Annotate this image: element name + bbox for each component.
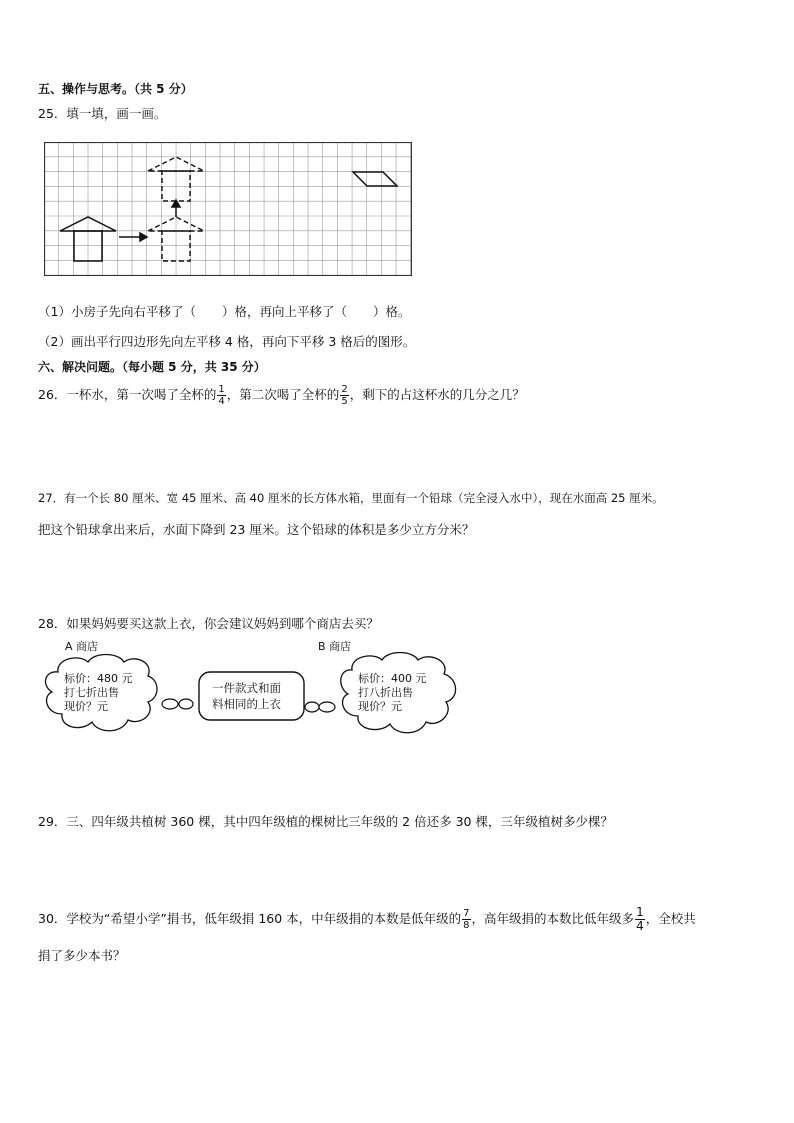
arrow-up-icon [172,200,180,217]
cloud-a-line: 标价：480 元 [64,672,133,685]
q26-text-a: 26．一杯水，第一次喝了全杯的 [38,387,217,402]
arrow-right-icon [119,233,147,241]
q26-text-b: ，第二次喝了全杯的 [226,387,340,402]
question-26 [38,384,525,407]
cloud-b-bubble-2 [319,702,335,712]
fraction-1-4 [635,906,645,933]
fraction-numerator: 1 [636,905,644,919]
question-25-title: 25．填一填，画一画。 [38,106,167,121]
question-28-title: 28．如果妈妈要买这款上衣，你会建议妈妈到哪个商店去买？ [38,616,379,631]
fraction-7-8 [462,908,470,931]
fraction-numerator: 1 [218,384,225,395]
cloud-a-bubble-1 [162,699,178,709]
cloud-b-bubble-1 [305,702,319,712]
center-box-line: 一件款式和面 [212,681,281,695]
q30-text-c: ，全校共 [645,911,696,926]
fraction-denominator: 5 [341,396,348,407]
cloud-a-line: 打七折出售 [64,686,119,699]
fraction-2-5 [340,384,348,407]
q26-text-c: ，剩下的占这杯水的几分之几？ [349,387,525,402]
cloud-b-line: 标价：400 元 [358,672,427,685]
question-25-part-2: （2）画出平行四边形先向左平移 4 格，再向下平移 3 格后的图形。 [38,334,416,349]
question-30-line-1 [38,906,696,933]
fraction-1-4 [217,384,225,407]
parallelogram [353,172,397,186]
grid-figure [44,142,412,276]
section-5-heading: 五、操作与思考。（共 5 分） [38,82,193,96]
cloud-b-line: 打八折出售 [358,686,413,699]
fraction-numerator: 7 [463,908,470,919]
q25-part1-text-a: （1）小房子先向右平移了（ [38,304,196,319]
q30-text-a: 30．学校为“希望小学”捐书，低年级捐 160 本，中年级捐的本数是低年级的 [38,911,462,926]
question-29: 29．三、四年级共植树 360 棵，其中四年级植的棵树比三年级的 2 倍还多 30 棵，三年级植树多少棵？ [38,814,613,829]
store-a-label: A 商店 [65,640,99,653]
q25-part1-text-b: ）格，再向上平移了（ [221,304,347,319]
fraction-denominator: 8 [463,920,470,931]
cloud-b-text [358,672,427,714]
q25-part1-text-c: ）格。 [372,304,411,319]
grid-border [45,143,412,276]
question-27-line-2: 把这个铅球拿出来后，水面下降到 23 厘米。这个铅球的体积是多少立方分米？ [38,522,475,537]
q30-text-b: ，高年级捐的本数比低年级多 [471,911,635,926]
question-30-line-2: 捐了多少本书？ [38,948,126,963]
cloud-b-line: 现价？元 [358,700,402,713]
fraction-denominator: 4 [218,396,225,407]
section-6-heading: 六、解决问题。（每小题 5 分，共 35 分） [38,360,266,374]
fraction-numerator: 2 [341,384,348,395]
question-27-line-1: 27．有一个长 80 厘米、宽 45 厘米、高 40 厘米的长方体水箱，里面有一个铅球（完全浸入水中），现在水面高 25 厘米。 [38,491,664,505]
store-b-label: B 商店 [318,640,352,653]
question-25-part-1 [38,302,411,320]
center-box-line: 料相同的上衣 [212,697,281,711]
center-box-text [212,680,281,712]
cloud-a-line: 现价？元 [64,700,108,713]
cloud-a-text [64,672,133,714]
cloud-a-bubble-2 [179,699,193,709]
fraction-denominator: 4 [636,919,644,933]
